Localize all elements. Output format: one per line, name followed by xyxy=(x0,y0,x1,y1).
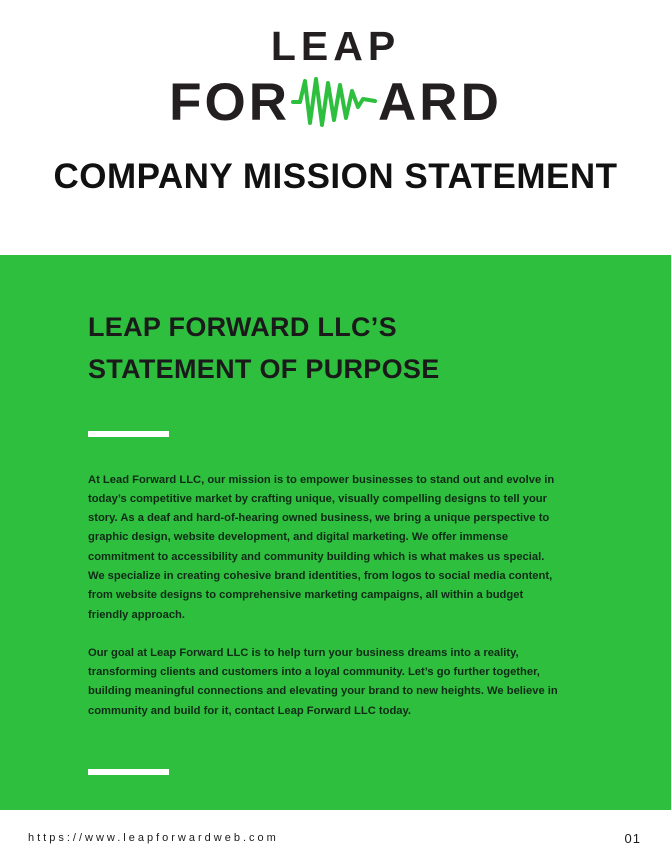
section-heading xyxy=(88,307,581,391)
page-title: COMPANY MISSION STATEMENT xyxy=(53,157,618,196)
divider-top xyxy=(88,431,169,437)
footer-website-url[interactable]: https://www.leapforwardweb.com xyxy=(28,832,279,844)
mission-paragraph: At Lead Forward LLC, our mission is to empower businesses to stand out and evolve in today’s competitive market by crafting unique, visually compelling designs to tell your story. As a deaf and hard-of-hearing owned business, we bring a unique perspective to graphic design, website development, and digital marketing. We offer immense commitment to accessibility and community building which is what makes us special. We specialize in creating cohesive brand identities, from logos to social media content, from website designs to comprehensive marketing campaigns, all within a budget friendly approach. xyxy=(88,473,555,621)
brand-logo xyxy=(0,0,671,131)
logo-forward-prefix: FOR xyxy=(169,72,291,132)
waveform-icon xyxy=(291,73,377,131)
mission-paragraph: Our goal at Leap Forward LLC is to help turn your business dreams into a reality, transforming clients and customers into a loyal community. Let’s go further together, building meaningful connections and elevating your brand to new heights. We believe in community and build for it, contact Leap Forward LLC today. xyxy=(88,646,558,717)
logo-forward-suffix: ARD xyxy=(378,72,502,132)
page-header xyxy=(0,0,671,255)
logo-leap-text: LEAP xyxy=(270,23,401,69)
divider-bottom xyxy=(88,769,169,775)
footer-page-number: 01 xyxy=(624,830,641,846)
logo-forward-lockup xyxy=(0,73,671,131)
mission-section xyxy=(0,255,671,810)
section-heading-line-2: STATEMENT OF PURPOSE xyxy=(88,353,440,384)
section-heading-line-1: LEAP FORWARD LLC’S xyxy=(88,312,397,342)
page-footer xyxy=(0,810,671,866)
